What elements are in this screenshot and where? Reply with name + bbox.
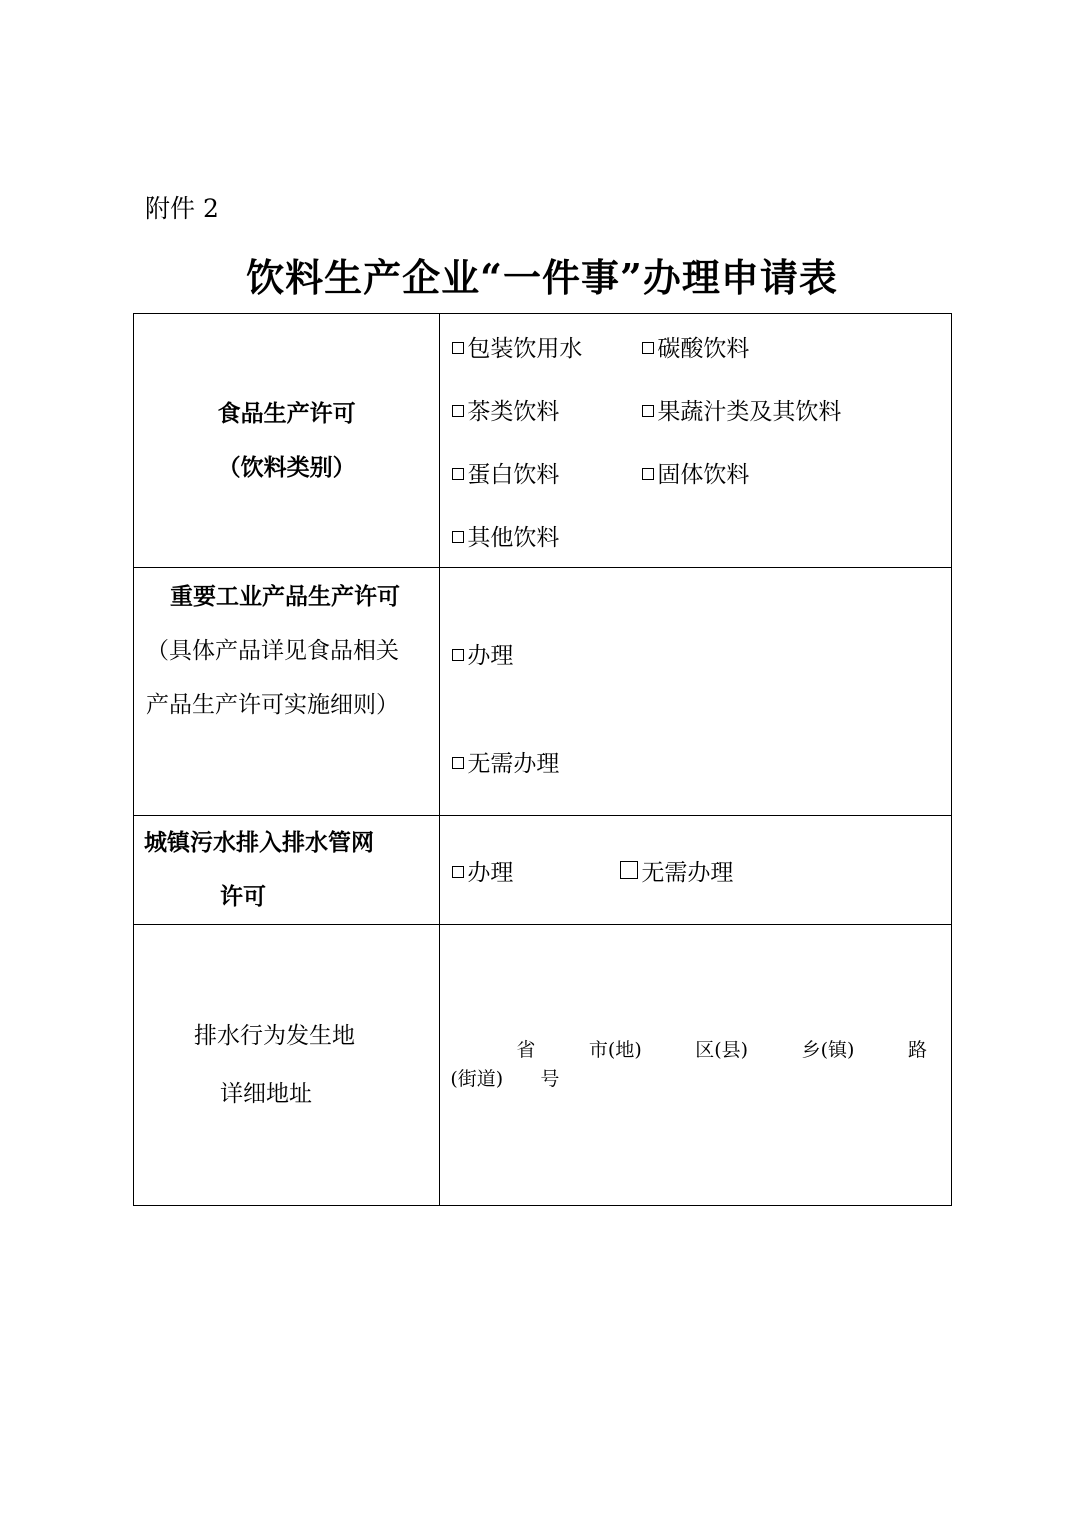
option-tea[interactable] [452, 393, 642, 426]
industrial-license-label: 重要工业产品生产许可 [170, 583, 400, 610]
option-protein[interactable] [452, 456, 642, 489]
form-title: 饮料生产企业“一件事”办理申请表 [246, 255, 838, 300]
address-city: 市(地) [588, 1039, 642, 1061]
sewage-option-no-need[interactable] [620, 854, 733, 887]
row-sewage-license [134, 816, 952, 925]
option-carbonated[interactable] [642, 330, 749, 363]
checkbox-icon[interactable] [620, 861, 638, 879]
food-license-sublabel: （饮料类别） [217, 453, 356, 481]
address-line-2 [450, 1065, 927, 1094]
drainage-address-field[interactable] [440, 925, 952, 1206]
sewage-license-label-cell [134, 816, 440, 925]
industrial-license-label-cell [134, 568, 440, 816]
row-food-license [134, 314, 952, 568]
checkbox-icon[interactable] [642, 342, 654, 354]
option-label: 无需办理 [641, 859, 734, 886]
checkbox-icon[interactable] [642, 405, 654, 417]
option-label: 果蔬汁类及其饮料 [657, 398, 842, 425]
option-other[interactable] [452, 519, 642, 552]
option-label: 碳酸饮料 [657, 335, 750, 362]
row-industrial-license [134, 568, 952, 816]
checkbox-icon[interactable] [452, 866, 464, 878]
food-license-options-cell [440, 314, 952, 568]
industrial-license-note-line2: 产品生产许可实施细则） [146, 692, 399, 718]
checkbox-icon[interactable] [452, 757, 464, 769]
application-form-table [133, 313, 952, 1206]
industrial-option-apply[interactable] [452, 638, 951, 668]
drainage-address-label-cont: 详细地址 [220, 1081, 312, 1107]
option-solid[interactable] [642, 456, 749, 489]
industrial-option-no-need[interactable] [452, 746, 951, 776]
checkbox-icon[interactable] [642, 468, 654, 480]
option-label: 茶类饮料 [467, 398, 560, 425]
food-license-label-cell [134, 314, 440, 568]
address-line-1 [450, 1036, 927, 1065]
address-township: 乡(镇) [801, 1039, 855, 1061]
drainage-address-label-cell [134, 925, 440, 1206]
sewage-license-label: 城镇污水排入排水管网 [144, 829, 374, 856]
address-street: (街道) [450, 1068, 504, 1090]
sewage-license-label-cont: 许可 [220, 883, 266, 910]
option-label: 无需办理 [467, 750, 560, 777]
option-packaged-water[interactable] [452, 330, 642, 363]
checkbox-icon[interactable] [452, 468, 464, 480]
food-license-label: 食品生产许可 [217, 399, 356, 427]
option-label: 办理 [467, 642, 514, 669]
drainage-address-label: 排水行为发生地 [194, 1023, 355, 1049]
sewage-option-apply[interactable] [452, 854, 620, 887]
option-label: 办理 [467, 859, 514, 886]
attachment-label: 附件 2 [145, 194, 219, 223]
option-label: 包装饮用水 [467, 335, 583, 362]
industrial-license-note-line1: （具体产品详见食品相关 [146, 638, 399, 664]
checkbox-icon[interactable] [452, 531, 464, 543]
address-road: 路 [907, 1039, 927, 1061]
option-label: 固体饮料 [657, 461, 750, 488]
option-label: 蛋白饮料 [467, 461, 560, 488]
option-fruit-vegetable[interactable] [642, 393, 841, 426]
address-number: 号 [540, 1068, 560, 1090]
checkbox-icon[interactable] [452, 405, 464, 417]
address-province: 省 [516, 1039, 536, 1061]
row-drainage-address [134, 925, 952, 1206]
address-district: 区(县) [695, 1039, 749, 1061]
checkbox-icon[interactable] [452, 342, 464, 354]
option-label: 其他饮料 [467, 524, 560, 551]
sewage-license-options-cell [440, 816, 952, 925]
checkbox-icon[interactable] [452, 649, 464, 661]
industrial-license-options-cell [440, 568, 952, 816]
